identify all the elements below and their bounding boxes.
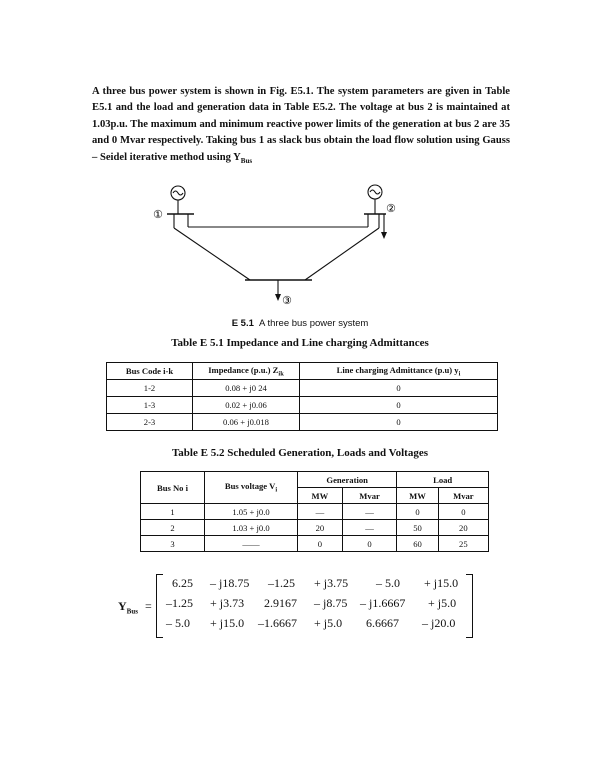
table2-cell: 0 xyxy=(438,504,488,520)
table-row xyxy=(141,520,489,536)
ybus-cell: – 5.0 xyxy=(166,616,190,630)
ybus-cell: – j8.75 xyxy=(314,596,348,610)
ybus-cell: –1.25 xyxy=(268,576,295,590)
table1-cell: 1-2 xyxy=(107,380,193,397)
table1-cell: 0 xyxy=(300,397,498,414)
table2-cell: 2 xyxy=(141,520,205,536)
table2-title: Table E 5.2 Scheduled Generation, Loads and Voltages xyxy=(171,447,428,459)
table2-header-bus-no: Bus No i xyxy=(141,472,205,504)
table1-cell: 2-3 xyxy=(107,414,193,431)
table-row xyxy=(107,380,498,397)
bus-3-label: ③ xyxy=(282,294,292,307)
ybus-cell: + j15.0 xyxy=(424,576,459,590)
ybus-cell: – 5.0 xyxy=(376,576,400,590)
table2-header-load: Load xyxy=(397,472,489,488)
ybus-right-bracket xyxy=(466,574,473,638)
ybus-cell: 6.25 xyxy=(172,576,193,590)
table2-cell: —— xyxy=(205,536,298,552)
ybus-label: $Y_{Bus}$ xyxy=(118,599,138,616)
table2-cell: 1.05 + j0.0 xyxy=(205,504,298,520)
table2-header-bus-voltage: Bus voltage $V_i$ xyxy=(205,472,298,504)
table2-cell: 1 xyxy=(141,504,205,520)
table2-cell: 0 xyxy=(342,536,397,552)
table1-header-impedance: Impedance (p.u.) $Z_{ik}$ xyxy=(193,363,300,380)
bus-3-load-arrow xyxy=(275,294,281,301)
table2-cell: 3 xyxy=(141,536,205,552)
bus-2-label: ② xyxy=(386,202,396,215)
table2-cell: — xyxy=(342,504,397,520)
table2-cell: 0 xyxy=(397,504,438,520)
ybus-cell: + j3.75 xyxy=(314,576,349,590)
table2-subheader-load-mw: MW xyxy=(397,488,438,504)
ybus-cell: –1.25 xyxy=(166,596,193,610)
ybus-left-bracket xyxy=(156,574,163,638)
table1-cell: 0.06 + j0.018 xyxy=(193,414,300,431)
table2-cell: 60 xyxy=(397,536,438,552)
three-bus-diagram xyxy=(150,182,450,317)
table1-cell: 0.08 + j0 24 xyxy=(193,380,300,397)
problem-statement xyxy=(92,84,510,169)
figure-caption-number: E 5.1 xyxy=(231,318,254,329)
table1-cell: 1-3 xyxy=(107,397,193,414)
table1-header-line-charging: Line charging Admittance (p.u) $y_i$ xyxy=(300,363,498,380)
table1-cell: 0 xyxy=(300,380,498,397)
ybus-cell: – j18.75 xyxy=(210,576,250,590)
table-row xyxy=(141,536,489,552)
bus-1-label: ① xyxy=(153,208,163,221)
table2-subheader-load-mvar: Mvar xyxy=(438,488,488,504)
ybus-cell: + j5.0 xyxy=(314,616,343,630)
table-row xyxy=(107,414,498,431)
figure-caption xyxy=(0,318,600,329)
ybus-cell: – j20.0 xyxy=(422,616,456,630)
table1-cell: 0.02 + j0.06 xyxy=(193,397,300,414)
table2-cell: 1.03 + j0.0 xyxy=(205,520,298,536)
table2-cell: 0 xyxy=(298,536,343,552)
figure-caption-text: A three bus power system xyxy=(259,318,369,329)
table1-cell: 0 xyxy=(300,414,498,431)
ybus-cell: –1.6667 xyxy=(258,616,297,630)
table2-header-generation: Generation xyxy=(298,472,397,488)
table-row xyxy=(141,504,489,520)
ybus-cell: 6.6667 xyxy=(366,616,399,630)
table1-header-bus-code: Bus Code i-k xyxy=(107,363,193,380)
ybus-cell: 2.9167 xyxy=(264,596,297,610)
table2-cell: — xyxy=(298,504,343,520)
bus-2-load-arrow xyxy=(381,232,387,239)
ybus-row-2 xyxy=(166,596,466,616)
problem-subscript: Bus xyxy=(240,156,253,165)
table2-cell: 25 xyxy=(438,536,488,552)
table1-title: Table E 5.1 Impedance and Line charging Admittances xyxy=(171,337,429,349)
table2-cell: 20 xyxy=(298,520,343,536)
ybus-equals: = xyxy=(145,599,152,613)
scheduled-generation-table xyxy=(140,471,489,552)
ybus-row-3 xyxy=(166,616,466,636)
table2-subheader-gen-mw: MW xyxy=(298,488,343,504)
table2-cell: — xyxy=(342,520,397,536)
table2-cell: 50 xyxy=(397,520,438,536)
impedance-table xyxy=(106,362,498,431)
ybus-cell: + j15.0 xyxy=(210,616,245,630)
table2-cell: 20 xyxy=(438,520,488,536)
table2-subheader-gen-mvar: Mvar xyxy=(342,488,397,504)
ybus-row-1 xyxy=(166,576,466,596)
ybus-cell: + j5.0 xyxy=(428,596,457,610)
table-row xyxy=(107,397,498,414)
ybus-cell: – j1.6667 xyxy=(360,596,406,610)
problem-text: A three bus power system is shown in Fig. E5.1. The system parameters are given in Table E5.1 and the load and generation data in Table E5.2. The voltage at bus 2 is maintained at 1.03p.u. The maximum and minimum reactive power limits of the generation at bus 2 are 35 and 0 Mvar respectively. Taking bus 1 as slack bus obtain the load flow solution using Gauss – Seidel iterative method using Y xyxy=(92,86,510,163)
ybus-cell: + j3.73 xyxy=(210,596,245,610)
